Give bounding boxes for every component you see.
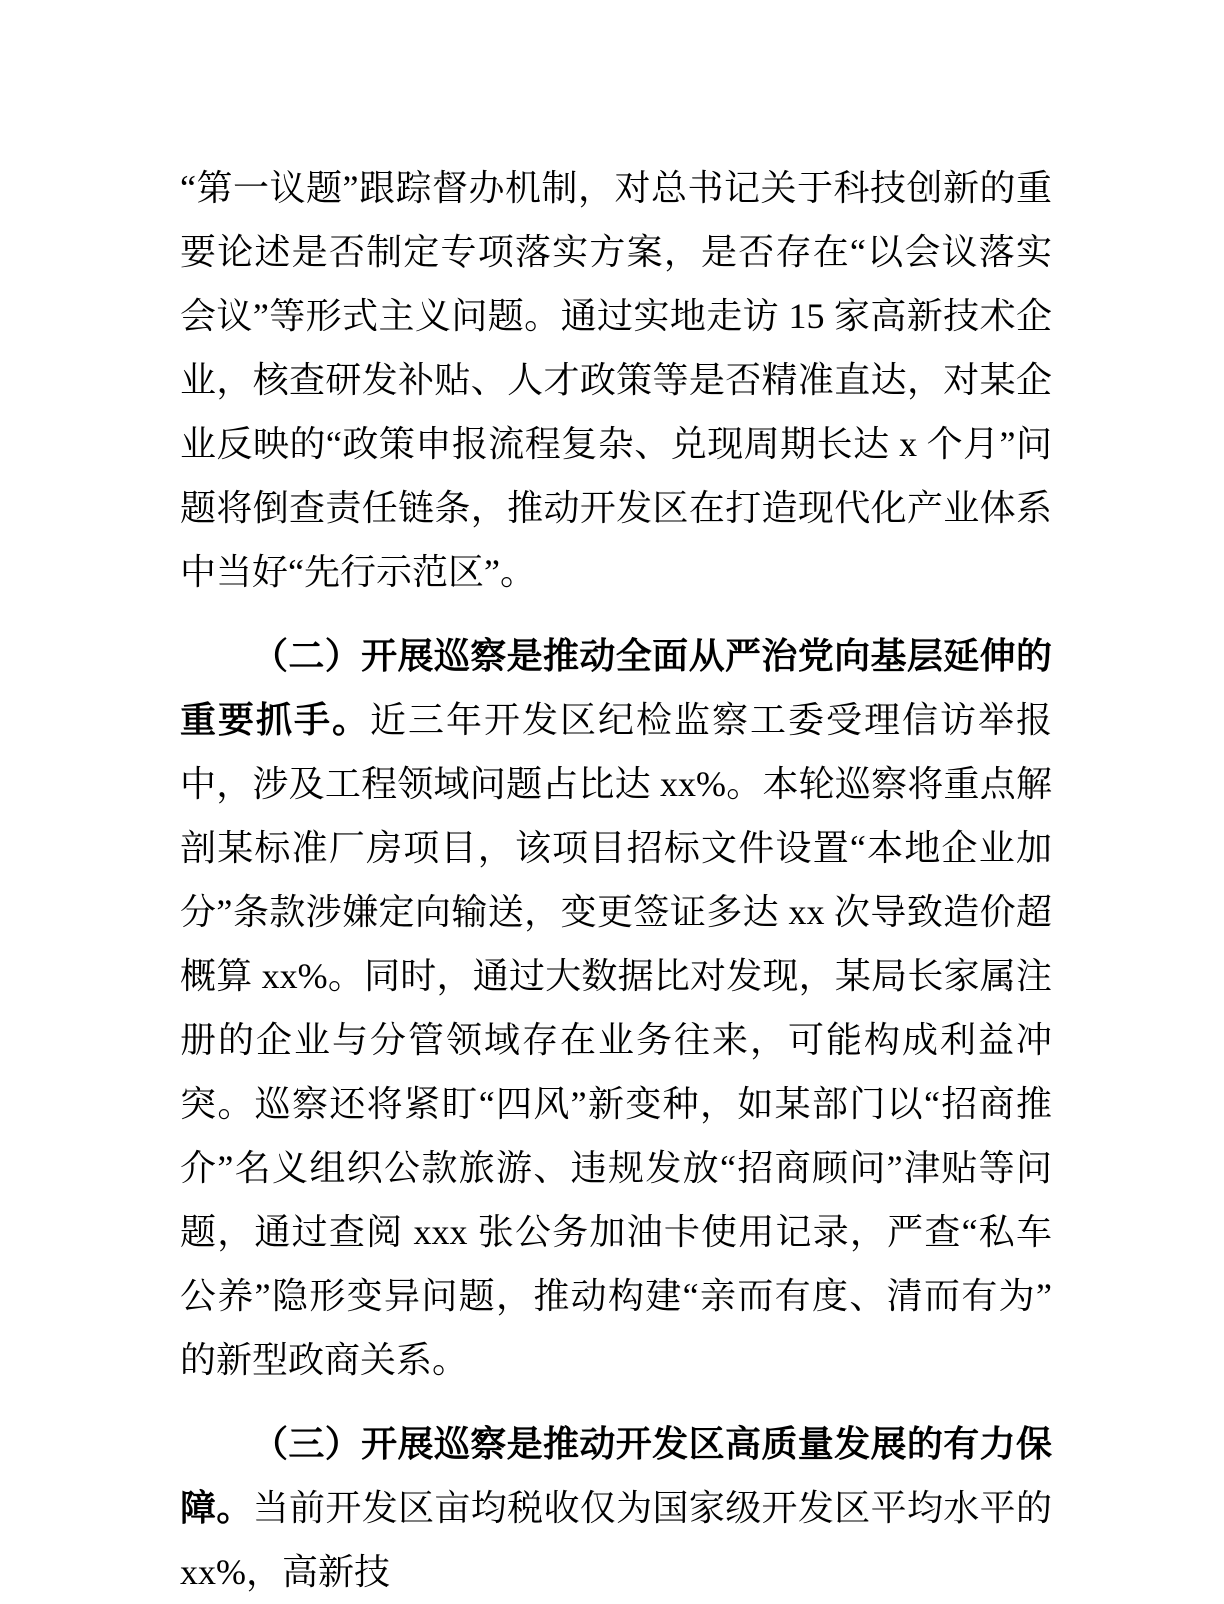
section-heading-text: （三）开展巡察是推动开发区高质量发展的有力保障。 bbox=[180, 1423, 1052, 1528]
body-text: “第一议题”跟踪督办机制，对总书记关于科技创新的重要论述是否制定专项落实方案，是否存在“以会议落实会议”等形式主义问题。通过实地走访 15 家高新技术企业，核查研发补贴、人才政策等是否精准直达，对某企业反映的“政策申报流程复杂、兑现周期长达 x 个月”问题将倒查责任链条，推动开发区在打造现代化产业体系中当好“先行示范区”。 bbox=[180, 168, 1052, 592]
section-heading-text: （二）开展巡察是推动全面从严治党向基层延伸的重要抓手。 bbox=[180, 635, 1052, 740]
body-text: 当前开发区亩均税收仅为国家级开发区平均水平的 xx%，高新技 bbox=[180, 1488, 1052, 1592]
para-section-3 bbox=[180, 1412, 1052, 1604]
para-continuation bbox=[180, 156, 1052, 604]
document-body bbox=[180, 156, 1052, 1604]
para-section-2 bbox=[180, 624, 1052, 1392]
body-text: 近三年开发区纪检监察工委受理信访举报中，涉及工程领域问题占比达 xx%。本轮巡察将重点解剖某标准厂房项目，该项目招标文件设置“本地企业加分”条款涉嫌定向输送，变更签证多达 xx 次导致造价超概算 xx%。同时，通过大数据比对发现，某局长家属注册的企业与分管领域存在业务往来，可能构成利益冲突。巡察还将紧盯“四风”新变种，如某部门以“招商推介”名义组织公款旅游、违规发放“招商顾问”津贴等问题，通过查阅 xxx 张公务加油卡使用记录，严查“私车公养”隐形变异问题，推动构建“亲而有度、清而有为”的新型政商关系。 bbox=[180, 700, 1052, 1380]
